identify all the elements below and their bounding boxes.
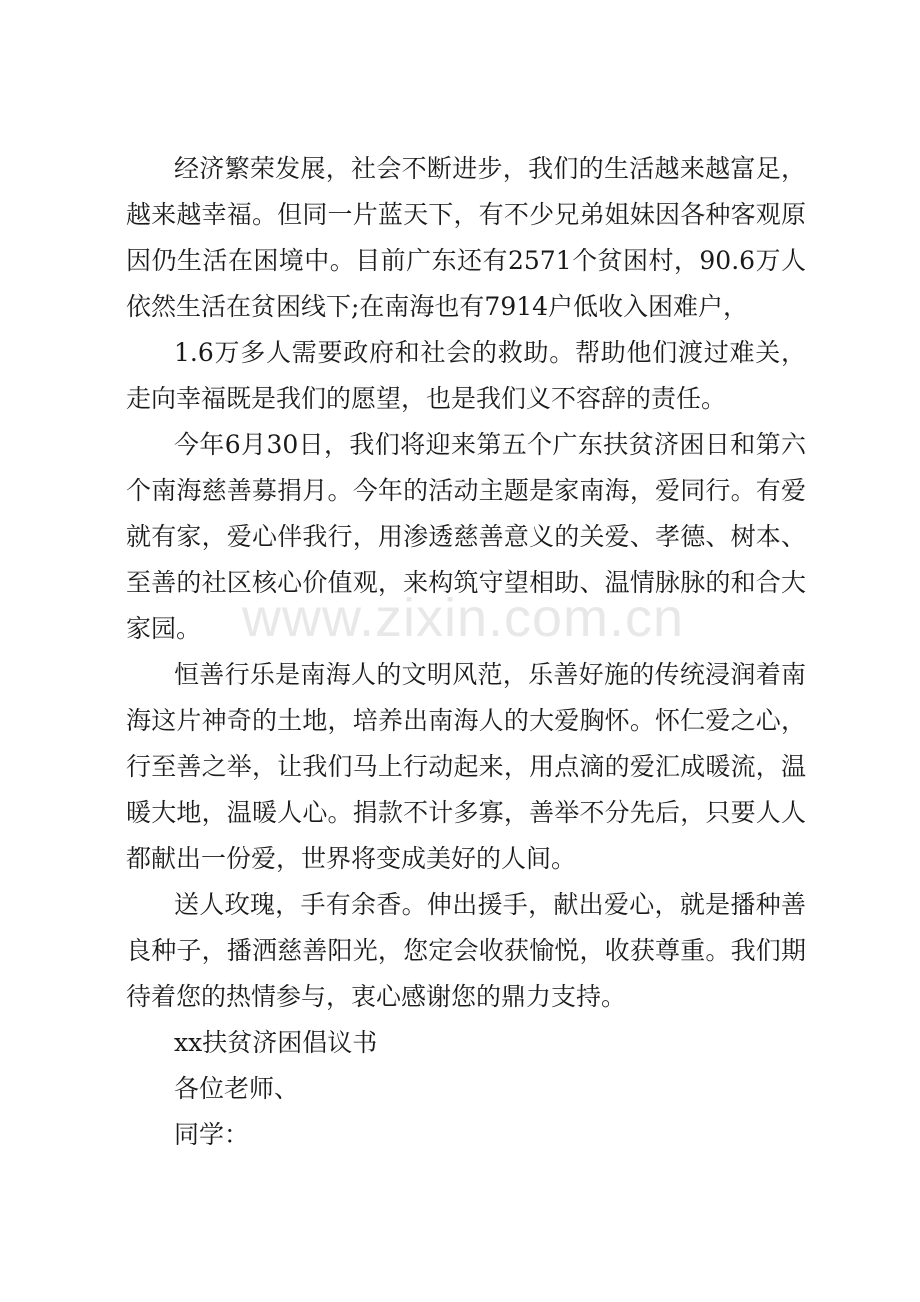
- salutation-students: 同学：: [174, 1120, 250, 1149]
- paragraph-poverty-day: 今年6月30日，我们将迎来第五个广东扶贫济困日和第六个南海慈善募捐月。今年的活动主题是家南海，爱同行。有爱就有家，爱心伴我行，用渗透慈善意义的关爱、孝德、树本、至善的社区核心价值观，来构筑守望相助、温情脉脉的和合大家园。: [126, 430, 806, 643]
- document-body: [126, 146, 806, 1158]
- paragraph-economy: 经济繁荣发展，社会不断进步，我们的生活越来越富足，越来越幸福。但同一片蓝天下，有不少兄弟姐妹因各种客观原因仍生活在困境中。目前广东还有2571个贫困村，90.6万人依然生活在贫困线下;在南海也有7914户低收入困难户，: [126, 154, 806, 321]
- salutation-teachers: 各位老师、: [174, 1074, 300, 1103]
- paragraph-relief-need: 1.6万多人需要政府和社会的救助。帮助他们渡过难关，走向幸福既是我们的愿望，也是我们义不容辞的责任。: [126, 338, 806, 413]
- proposal-title: xx扶贫济困倡议书: [174, 1028, 378, 1057]
- watermark-text: www.zixin.com.cn: [241, 588, 685, 648]
- paragraph-charity-tradition: 恒善行乐是南海人的文明风范，乐善好施的传统浸润着南海这片神奇的土地，培养出南海人的大爱胸怀。怀仁爱之心，行至善之举，让我们马上行动起来，用点滴的爱汇成暖流，温暖大地，温暖人心。捐款不计多寡，善举不分先后，只要人人都献出一份爱，世界将变成美好的人间。: [126, 660, 806, 873]
- paragraph-roses: 送人玫瑰，手有余香。伸出援手，献出爱心，就是播种善良种子，播洒慈善阳光，您定会收获愉悦，收获尊重。我们期待着您的热情参与，衷心感谢您的鼎力支持。: [126, 890, 806, 1011]
